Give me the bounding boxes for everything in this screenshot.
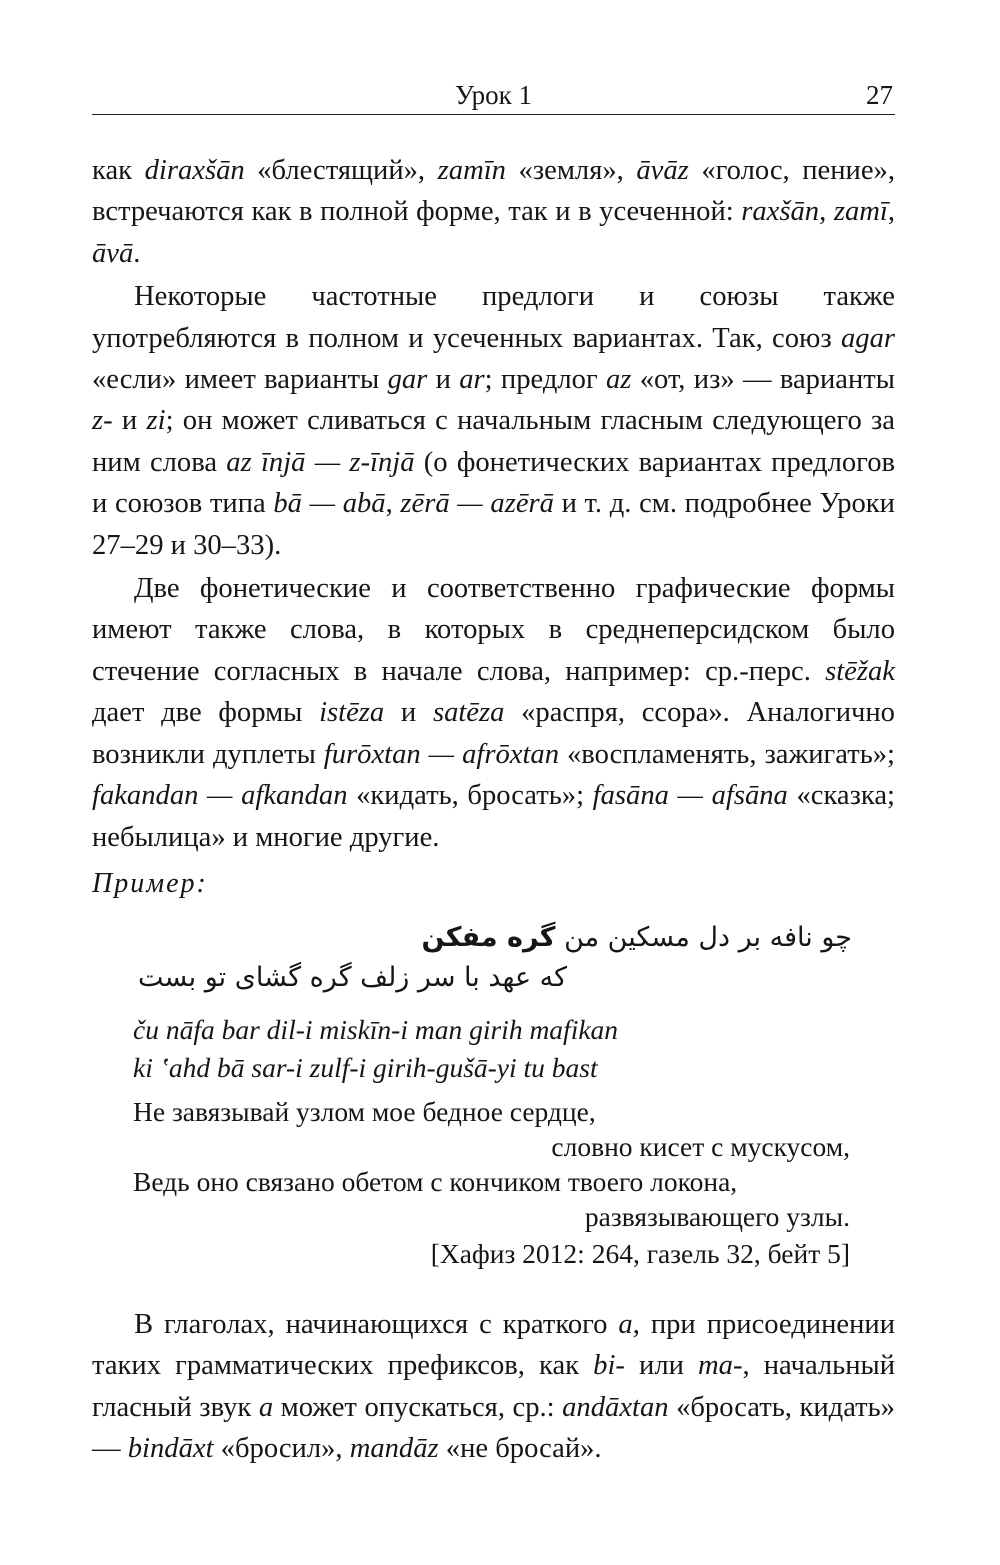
- citation: [Хафиз 2012: 264, газель 32, бейт 5]: [430, 1238, 850, 1269]
- translation-line-1: Не завязывай узлом мое бедное сердце,: [133, 1096, 596, 1127]
- transliteration-line-2: ki ʽahd bā sar-i zulf-i girih-gušā-yi tu bast: [133, 1052, 598, 1083]
- translation-line-2: словно кисет с мускусом,: [551, 1131, 850, 1162]
- translation-line-3: Ведь оно связано обетом с кончиком твоего локона,: [133, 1166, 738, 1197]
- transliteration-line-1: ču nāfa bar dil-i miskīn-i man girih mafikan: [133, 1014, 619, 1045]
- main-text: [92, 150, 895, 858]
- paragraph-1: как diraxšān «блестящий», zamīn «земля», āvāz «голос, пение», встречаются как в полной форме, так и в усеченной: raxšān, zamī, āvā.: [92, 155, 895, 269]
- persian-verse-line-2: که عهد با سر زلف گره گشای تو بست: [138, 962, 567, 993]
- example-label: Пример:: [92, 868, 208, 899]
- closing-text: [92, 1304, 895, 1470]
- paragraph-2: Некоторые частотные предлоги и союзы также употребляются в полном и усеченных вариантах. Так, союз agar «если» имеет варианты gar и ar; предлог az «от, из» — варианты z- и zi; он может сливаться с начальным гласным следующего за ним слова az īnjā — z-īnjā (о фонетических вариантах предлогов и союзов типа bā — abā, zērā — azērā и т. д. см. подробнее Уроки 27–29 и 30–33).: [92, 281, 896, 561]
- persian-verse-line-1: چو نافه بر دل مسکین من گره مفکن: [421, 922, 852, 953]
- page-number: 27: [866, 80, 893, 110]
- translation-line-4: развязывающего узлы.: [584, 1201, 850, 1232]
- running-header: [92, 78, 895, 115]
- paragraph-4: В глаголах, начинающихся с краткого a, при присоединении таких грамматических префиксов, как bi- или ma-, начальный гласный звук a может опускаться, ср.: andāxtan «бросать, кидать» — bindāxt «бросил», mandāz «не бросай».: [92, 1309, 896, 1465]
- paragraph-3: Две фонетические и соответственно графические формы имеют также слова, в которых в среднеперсидском было стечение согласных в начале слова, например: ср.-перс. stēžak дает две формы istēza и satēza «распря, ссора». Аналогично возникли дуплеты furōxtan — afrōxtan «воспламенять, зажигать»; fakandan — afkandan «кидать, бросать»; fasāna — afsāna «сказка; небылица» и многие другие.: [92, 573, 895, 853]
- header-title: Урок 1: [454, 80, 533, 110]
